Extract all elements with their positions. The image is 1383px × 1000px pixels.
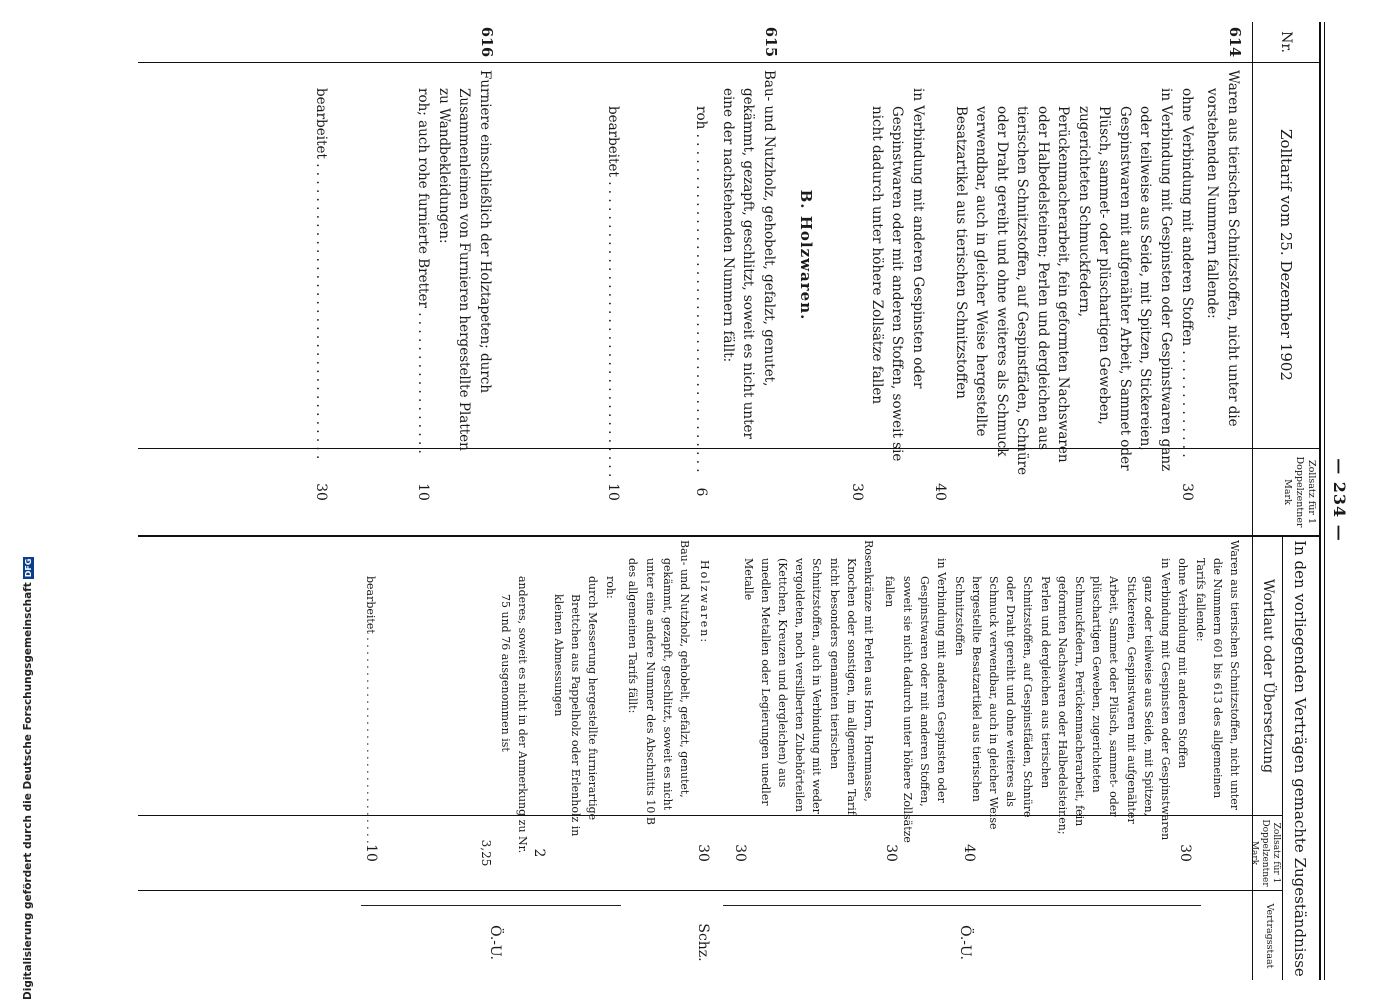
dfg-logo: DFG (23, 558, 33, 578)
right-1-line-3: in Verbindung mit anderen Gespinsten oder Gespinstwaren oder mit anderen Stoffen, soweit sie nicht dadurch unter höhere Zollsätze fallen (883, 558, 948, 843)
page-number: — 234 — (1330, 458, 1349, 542)
right-2-heading: Holzwaren: (698, 560, 711, 645)
col-sep-left-right (138, 535, 1321, 537)
left-616-heading: Furniere einschließlich der Holztapeten; durch Zusammenleimen von Furnieren hergestellte Platten zu Wandbekleidungen: (436, 70, 493, 451)
left-615-duty-2: 10 (605, 483, 621, 501)
right-2-line-1: Bau- und Nutzholz, gehobelt, gefalzt, genutet, gekämmt, gezapft, geschlitzt, soweit es nicht unter eine andere Nummer des Abschnitts 10 B des allgemeinen Tarifs fällt: (626, 540, 691, 825)
left-614-duty-2: 40 (932, 483, 948, 501)
right-3-line-3: bearbeitet . . . (362, 540, 379, 846)
header-right-duty: Zollsatz für 1 Doppelzentner Mark (1249, 819, 1281, 887)
right-1-line-2: in Verbindung mit Gespinsten oder Gespinstwaren ganz oder teilweise aus Seide, mit Spitzen, Stickereien, Gespinstwaren mit aufgenähter Arbeit, Sammet oder Plüsch, sammet- oder plüschartigen Geweben, zugerichteten Schmuckfedern, Perückenmacherarbeit, fein geformten Nachswaren oder Halbedelsteinen; Perlen und dergleichen aus tierischen Schnitzstoffen, auf Gespinstfäden, Schnüre oder Draht gereiht und ohne weiteres als Schmuck verwendbar, auch in gleicher Weise hergestellte Besatzartikel aus tierischen Schnitzstoffen (952, 558, 1172, 841)
right-3-duty-1: 2 (531, 848, 547, 858)
col-sep-nr (138, 62, 1321, 63)
right-3-duty-2: 3,25 (479, 839, 493, 867)
rule-top-thick (1319, 22, 1321, 980)
right-2-duty-1: 30 (695, 844, 711, 862)
header-left-title: Zolltarif vom 25. Dezember 1902 (1277, 129, 1295, 381)
left-615-duty-1: 6 (693, 487, 709, 497)
right-1-duty-4: 30 (732, 844, 748, 862)
left-616-line-2: bearbeitet . . . (311, 70, 332, 458)
left-616-duty-2: 30 (313, 483, 329, 501)
left-616-line-1: roh; auch rohe furnierte Bretter . . . (413, 70, 434, 458)
right-3-state: Ö.-U. (487, 925, 503, 960)
right-1-state: Ö.-U. (957, 925, 973, 960)
right-1-duty-1: 30 (1177, 844, 1193, 862)
right-3-line-2: anderes, soweit es nicht in der Anmerkung zu Nr. 75 und 76 ausgenommen ist (498, 576, 529, 854)
left-614-line-1: ohne Verbindung mit anderen Stoffen . . . (1177, 70, 1198, 458)
col-sep-right-state (138, 890, 1283, 891)
left-614-line-2: in Verbindung mit Gespinsten oder Gespinstwaren ganz oder teilweise aus Seide, mit Spitzen, Stickereien, Gespinstwaren mit aufgenähter Arbeit, Sammet oder Plüsch, sammet- oder plüschartigen Geweben, zugerichteten Schmuckfedern, Perückenmacherarbeit, fein geformten Nachswaren oder Halbedelsteinen; Perlen und dergleichen aus tierischen Schnitzstoffen, auf Gespinstfäden, Schnüre oder Draht gereiht und ohne weiteres als Schmuck verwendbar, auch in gleicher Weise hergestellte Besatzartikel aus tierischen Schnitzstoffen (953, 88, 1174, 476)
left-614-heading: Waren aus tierischen Schnitzstoffen, nicht unter die vorstehenden Nummern fallende: (1204, 70, 1241, 427)
right-3-line-0: roh: (604, 576, 617, 599)
left-615-heading: Bau- und Nutzholz, gehobelt, gefalzt, genutet, gekämmt, gezapft, geschlitzt, soweit es nicht unter eine der nachstehenden Nummern fällt: (720, 70, 777, 439)
right-1-duty-2: 40 (961, 844, 977, 862)
right-3-duty-3: 10 (363, 844, 379, 862)
right-1-line-1: ohne Verbindung mit anderen Stoffen (1176, 558, 1189, 769)
entry-nr-615: 615 (762, 26, 779, 58)
right-3-line-1: durch Messerung hergestellte furnierartige Brettchen aus Pappelholz oder Erlenholz in kleinen Abmessungen (551, 576, 599, 837)
right-1-line-4: Rosenkränze mit Perlen aus Horn, Hornmasse, Knochen oder sonstigen, im allgemeinen Tarif nicht besonders genannten tierischen Schnitzstoffen, auch in Verbindung mit weder vergoldeten, noch versilberten Zubehörteilen (Kettchen, Kreuzen und dergleichen) aus unedlen Metallen oder Legierungen unedler Metalle (741, 540, 875, 815)
right-1-duty-3: 30 (883, 844, 899, 862)
left-614-duty-3: 30 (849, 483, 865, 501)
rule-right-subheader (1282, 535, 1283, 980)
left-615-line-2: bearbeitet . . . (603, 70, 624, 476)
entry-nr-616: 616 (478, 26, 495, 58)
right-1-heading: Waren aus tierischen Schnitzstoffen, nicht unter die Nummern 601 bis 613 des allgemeinen Tarifs fallende: (1193, 540, 1241, 811)
header-right-state: Vertragsstaat (1264, 903, 1275, 969)
header-right-text: Wortlaut oder Übersetzung (1260, 578, 1276, 774)
header-right-title: In den vorliegenden Verträgen gemachte Zugeständnisse (1291, 540, 1309, 977)
entry-nr-614: 614 (1226, 26, 1243, 58)
left-614-line-3: in Verbindung mit anderen Gespinsten oder Gespinstwaren oder mit anderen Stoffen, soweit sie nicht dadurch unter höhere Zollsätze fallen (869, 88, 926, 462)
footer-text: Digitalisierung gefördert durch die Deutsche Forschungsgemeinschaft (22, 582, 34, 1000)
left-614-duty-1: 30 (1179, 483, 1195, 501)
header-nr: Nr. (1278, 31, 1294, 53)
left-616-duty-1: 10 (415, 483, 431, 501)
header-left-duty: Zollsatz für 1 Doppelzentner Mark (1282, 456, 1317, 528)
left-615-line-1: roh . . . (691, 70, 712, 476)
footer (22, 0, 44, 1000)
section-heading-b: B. Holzwaren. (797, 189, 815, 321)
right-2-state: Schz. (695, 923, 711, 962)
rule-top-thin (1324, 22, 1325, 980)
